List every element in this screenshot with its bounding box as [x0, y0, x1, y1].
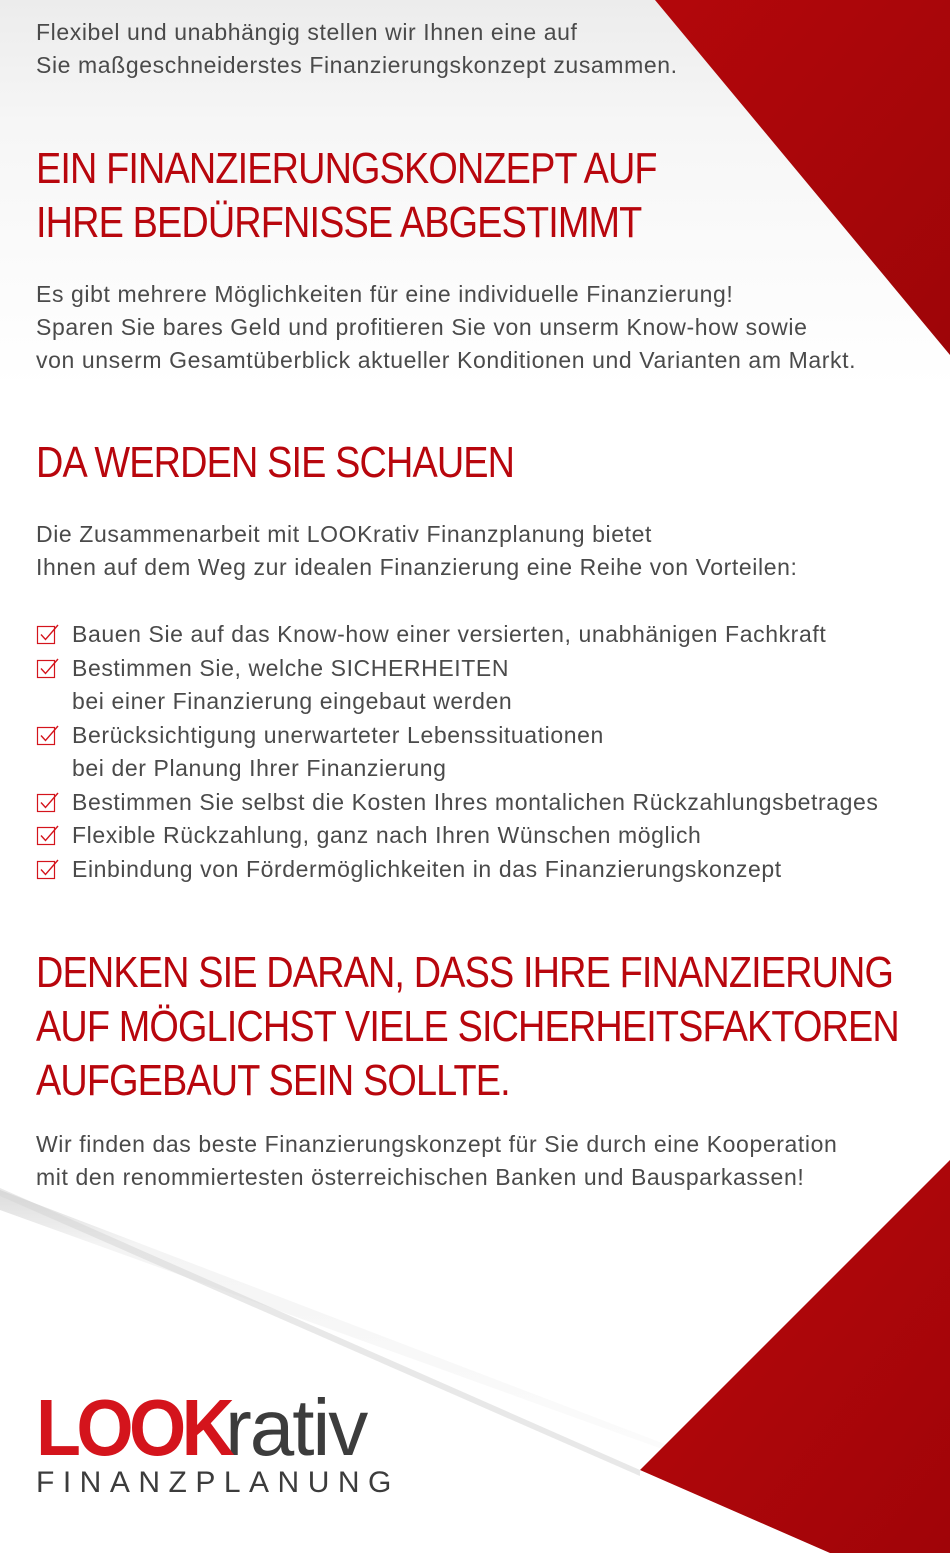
section3-body: [36, 1128, 837, 1194]
list-item-text: Bauen Sie auf das Know-how einer versierten, unabhänigen Fachkraft: [72, 621, 827, 647]
body-line: Die Zusammenarbeit mit LOOKrativ Finanzplanung bietet: [36, 521, 653, 547]
checkbox-checked-icon: [36, 791, 60, 815]
section2-heading: [36, 436, 514, 490]
list-item: [36, 819, 879, 853]
heading-line: AUF MÖGLICHST VIELE SICHERHEITSFAKTOREN: [36, 1002, 899, 1051]
heading-line: DA WERDEN SIE SCHAUEN: [36, 438, 515, 487]
list-item-text: Berücksichtigung unerwarteter Lebenssituationen: [72, 721, 604, 748]
body-line: Wir finden das beste Finanzierungskonzept für Sie durch eine Kooperation: [36, 1131, 838, 1157]
checkbox-checked-icon: [36, 858, 60, 882]
heading-line: AUFGEBAUT SEIN SOLLTE.: [36, 1056, 510, 1105]
heading-line: EIN FINANZIERUNGSKONZEPT AUF: [36, 144, 657, 193]
section3-heading: [36, 946, 899, 1108]
body-line: Sparen Sie bares Geld und profitieren Sie von unserm Know-how sowie: [36, 314, 808, 340]
logo-subtitle: FINANZPLANUNG: [36, 1466, 400, 1499]
body-line: Es gibt mehrere Möglichkeiten für eine individuelle Finanzierung!: [36, 281, 734, 307]
logo-wordmark: [36, 1383, 400, 1472]
list-item: [36, 786, 879, 820]
benefits-checklist: [36, 618, 879, 886]
checkbox-checked-icon: [36, 724, 60, 748]
list-item: [36, 853, 879, 887]
section2-body: [36, 518, 798, 584]
section1-heading: [36, 142, 657, 250]
list-item-text: bei der Planung Ihrer Finanzierung: [72, 755, 447, 781]
heading-line: IHRE BEDÜRFNISSE ABGESTIMMT: [36, 198, 642, 247]
logo-light-part: rativ: [225, 1383, 367, 1472]
checkbox-checked-icon: [36, 623, 60, 647]
company-logo: [36, 1383, 400, 1500]
list-item: [36, 652, 879, 719]
body-line: von unserm Gesamtüberblick aktueller Konditionen und Varianten am Markt.: [36, 347, 857, 373]
list-item-text: bei einer Finanzierung eingebaut werden: [72, 688, 513, 714]
intro-line: Sie maßgeschneiderstes Finanzierungskonzept zusammen.: [36, 52, 678, 78]
checkbox-checked-icon: [36, 657, 60, 681]
list-item-text: Bestimmen Sie, welche SICHERHEITEN: [72, 654, 510, 681]
list-item-text: Einbindung von Fördermöglichkeiten in das Finanzierungskonzept: [72, 855, 782, 882]
checkbox-checked-icon: [36, 824, 60, 848]
list-item: [36, 719, 879, 786]
body-line: Ihnen auf dem Weg zur idealen Finanzierung eine Reihe von Vorteilen:: [36, 554, 798, 580]
intro-line: Flexibel und unabhängig stellen wir Ihnen eine auf: [36, 19, 578, 45]
list-item-text: Flexible Rückzahlung, ganz nach Ihren Wünschen möglich: [72, 822, 702, 848]
list-item-text: Bestimmen Sie selbst die Kosten Ihres montalichen Rückzahlungsbetrages: [72, 788, 879, 815]
section1-body: [36, 278, 856, 377]
body-line: mit den renommiertesten österreichischen Banken und Bausparkassen!: [36, 1164, 805, 1190]
list-item: [36, 618, 879, 652]
logo-bold-part: LOOK: [36, 1383, 231, 1472]
intro-text: [36, 16, 678, 82]
heading-line: DENKEN SIE DARAN, DASS IHRE FINANZIERUNG: [36, 948, 894, 997]
